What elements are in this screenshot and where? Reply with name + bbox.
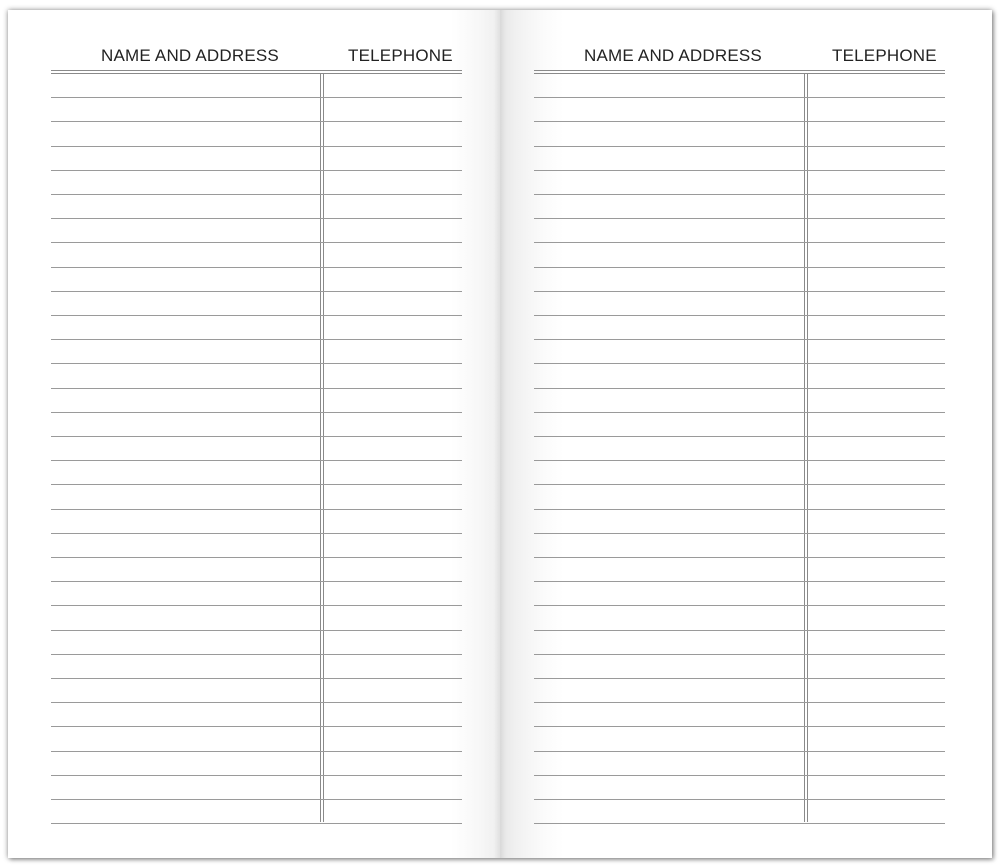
entry-line [534,630,945,631]
entry-line [51,460,462,461]
entry-line [51,823,462,824]
entry-line [51,97,462,98]
entry-line [534,533,945,534]
entry-line [534,267,945,268]
entry-line [51,678,462,679]
entry-line [534,557,945,558]
entry-line [534,799,945,800]
entry-line [51,388,462,389]
entry-line [51,315,462,316]
entry-line [534,605,945,606]
entry-line [534,363,945,364]
entry-line [51,291,462,292]
entry-line [534,775,945,776]
entry-line [534,121,945,122]
entry-line [51,654,462,655]
telephone-header: TELEPHONE [832,46,937,65]
entry-line [534,509,945,510]
entry-line [534,242,945,243]
entry-line [51,242,462,243]
entry-line [51,581,462,582]
entry-lines [51,73,462,823]
entry-line [534,194,945,195]
entry-line [534,218,945,219]
entry-line [51,339,462,340]
entry-line [534,702,945,703]
entry-line [534,726,945,727]
entry-line [51,726,462,727]
entry-line [534,146,945,147]
entry-line [51,533,462,534]
address-book-spread [8,10,992,858]
entry-line [534,315,945,316]
entry-line [51,170,462,171]
entry-line [51,630,462,631]
entry-line [51,484,462,485]
right-page [500,10,992,858]
entry-line [51,557,462,558]
entry-line [51,702,462,703]
entry-line [534,581,945,582]
entry-line [534,339,945,340]
name-address-header: NAME AND ADDRESS [101,46,279,65]
entry-line [534,654,945,655]
entry-line [534,412,945,413]
entry-line [51,363,462,364]
entry-line [51,775,462,776]
entry-line [51,146,462,147]
entry-line [51,605,462,606]
entry-line [534,460,945,461]
entry-line [534,678,945,679]
entry-line [534,97,945,98]
entry-line [534,388,945,389]
entry-line [534,484,945,485]
entry-line [51,412,462,413]
telephone-header: TELEPHONE [348,46,453,65]
entry-line [51,509,462,510]
entry-line [534,751,945,752]
left-page [8,10,500,858]
entry-line [51,436,462,437]
entry-line [51,218,462,219]
entry-line [51,194,462,195]
entry-line [51,121,462,122]
entry-line [534,291,945,292]
entry-line [51,799,462,800]
name-address-header: NAME AND ADDRESS [584,46,762,65]
entry-line [534,170,945,171]
entry-lines [534,73,945,823]
entry-line [534,823,945,824]
entry-line [534,436,945,437]
entry-line [51,267,462,268]
entry-line [51,751,462,752]
